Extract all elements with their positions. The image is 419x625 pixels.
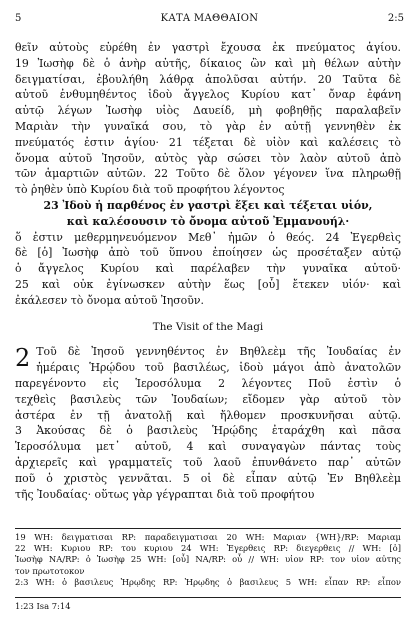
text-line: Ἱεροσόλυμα μετ᾽ αὐτοῦ, 4 καὶ συναγαγὼν πάντας τοὺς: [15, 440, 401, 454]
text-line: 3 Ἀκούσας δὲ ὁ βασιλεὺς Ἡρῴδης ἐταράχθη καὶ πᾶσα: [15, 424, 401, 438]
text-line: τῶν ἁμαρτιῶν αὐτῶν. 22 Τοῦτο δὲ ὅλον γέγονεν ἵνα πληρωθῇ: [15, 167, 401, 181]
quote-line: καὶ καλέσουσιν τὸ ὄνομα αὐτοῦ Ἐμμανουήλ·: [66, 214, 350, 228]
text-line: αὐτοῦ ἐνθυμηθέντος ἰδοὺ ἄγγελος Κυρίου κατ᾽ ὄναρ ἐφάνη: [15, 88, 401, 102]
textual-apparatus: [15, 532, 401, 588]
chapter-verse-reference: 2:5: [387, 13, 404, 24]
text-line: ὅ ἐστιν μεθερμηνευόμενον Μεθ᾽ ἡμῶν ὁ θεός. 24 Ἐγερθεὶς: [15, 230, 401, 244]
apparatus-line: 22 WH: Κυριου RP: του κυριου 24 WH: Ἐγερθεις RP: διεγερθεις // WH: [ὁ]: [15, 543, 401, 554]
quote-line: 23 Ἰδοὺ ἡ παρθένος ἐν γαστρὶ ἕξει καὶ τέξεται υἱόν,: [43, 198, 373, 212]
apparatus-line: Ἰωσὴφ NA/RP: ὁ Ἰωσὴφ 25 WH: [οὗ] NA/RP: οὗ // WH: υἱον RP: τον υἱον αὐτης: [15, 554, 401, 565]
apparatus-line: 19 WH: δειγματισαι RP: παραδειγματισαι 20 WH: Μαριαν {WH}/RP: Μαριαμ: [15, 532, 401, 542]
text-line: θεῖν αὐτοὺς εὑρέθη ἐν γαστρὶ ἔχουσα ἐκ πνεύματος ἁγίου.: [15, 41, 401, 54]
running-header: [15, 13, 404, 27]
text-line: Τοῦ δὲ Ἰησοῦ γεννηθέντος ἐν Βηθλεὲμ τῆς Ἰουδαίας ἐν: [36, 345, 401, 359]
text-line: ὁ ἄγγελος Κυρίου καὶ παρέλαβεν τὴν γυναῖκα αὐτοῦ·: [15, 262, 401, 276]
text-line: 25 καὶ οὐκ ἐγίνωσκεν αὐτὴν ἕως [οὗ] ἔτεκεν υἱόν· καὶ: [15, 277, 401, 291]
text-line: 19 Ἰωσὴφ δὲ ὁ ἀνὴρ αὐτῆς, δίκαιος ὢν καὶ μὴ θέλων αὐτὴν: [15, 56, 401, 70]
text-line: ποῦ ὁ χριστὸς γεννᾶται. 5 οἱ δὲ εἶπαν αὐτῷ Ἐν Βηθλεὲμ: [15, 471, 401, 485]
text-line: αὐτῷ λέγων Ἰωσὴφ υἱὸς Δαυείδ, μὴ φοβηθῇς παραλαβεῖν: [15, 104, 401, 118]
scripture-quotation: [15, 198, 401, 230]
paragraph-chapter-2: [15, 344, 401, 502]
text-line: ὄνομα αὐτοῦ Ἰησοῦν, αὐτὸς γὰρ σώσει τὸν λαὸν αὐτοῦ ἀπὸ: [15, 151, 401, 165]
text-line: παρεγένοντο εἰς Ἱεροσόλυμα 2 λέγοντες Ποῦ ἐστὶν ὁ: [15, 376, 401, 390]
text-line: τεχθεὶς βασιλεὺς τῶν Ἰουδαίων; εἴδομεν γὰρ αὐτοῦ τὸν: [15, 392, 401, 406]
chapter-number: 2: [15, 344, 31, 373]
cross-reference: 1:23 Isa 7:14: [15, 601, 71, 611]
page-number: 5: [15, 13, 22, 24]
apparatus-divider: [15, 528, 401, 529]
paragraph-verses-18-22: [15, 40, 401, 198]
cross-reference-divider: [15, 597, 401, 598]
section-heading: The Visit of the Magi: [152, 320, 264, 333]
text-line: τὸ ῥηθὲν ὑπὸ Κυρίου διὰ τοῦ προφήτου λέγοντος: [15, 183, 285, 197]
text-line: πνεύματός ἐστιν ἁγίου· 21 τέξεται δὲ υἱὸν καὶ καλέσεις τὸ: [15, 135, 401, 149]
text-line: Μαριὰν τὴν γυναῖκά σου, τὸ γὰρ ἐν αὐτῇ γεννηθὲν ἐκ: [15, 119, 401, 133]
book-title: ΚΑΤΑ ΜΑΘΘΑΙΟΝ: [160, 13, 259, 24]
apparatus-line: τον πρωτοτοκον: [15, 565, 85, 576]
text-line: ἀστέρα ἐν τῇ ἀνατολῇ καὶ ἤλθομεν προσκυνῆσαι αὐτῷ.: [15, 408, 401, 422]
text-line: ἡμέραις Ἡρῴδου τοῦ βασιλέως, ἰδοὺ μάγοι ἀπὸ ἀνατολῶν: [36, 361, 401, 375]
text-line: δειγματίσαι, ἐβουλήθη λάθρᾳ ἀπολῦσαι αὐτήν. 20 Ταῦτα δὲ: [15, 72, 401, 86]
main-text: [15, 40, 401, 502]
text-line: τῆς Ἰουδαίας· οὕτως γὰρ γέγραπται διὰ τοῦ προφήτου: [15, 487, 315, 501]
text-line: ἐκάλεσεν τὸ ὄνομα αὐτοῦ Ἰησοῦν.: [15, 293, 204, 307]
apparatus-line: 2:3 WH: ὁ βασιλευς Ἡρῳδης RP: Ἡρῳδης ὁ βασιλευς 5 WH: εἶπαν RP: εἶπον: [15, 576, 401, 587]
text-line: ἀρχιερεῖς καὶ γραμματεῖς τοῦ λαοῦ ἐπυνθάνετο παρ᾽ αὐτῶν: [15, 455, 401, 469]
text-line: δὲ [ὁ] Ἰωσὴφ ἀπὸ τοῦ ὕπνου ἐποίησεν ὡς προσέταξεν αὐτῷ: [15, 246, 401, 260]
paragraph-verses-23-25: [15, 230, 401, 309]
